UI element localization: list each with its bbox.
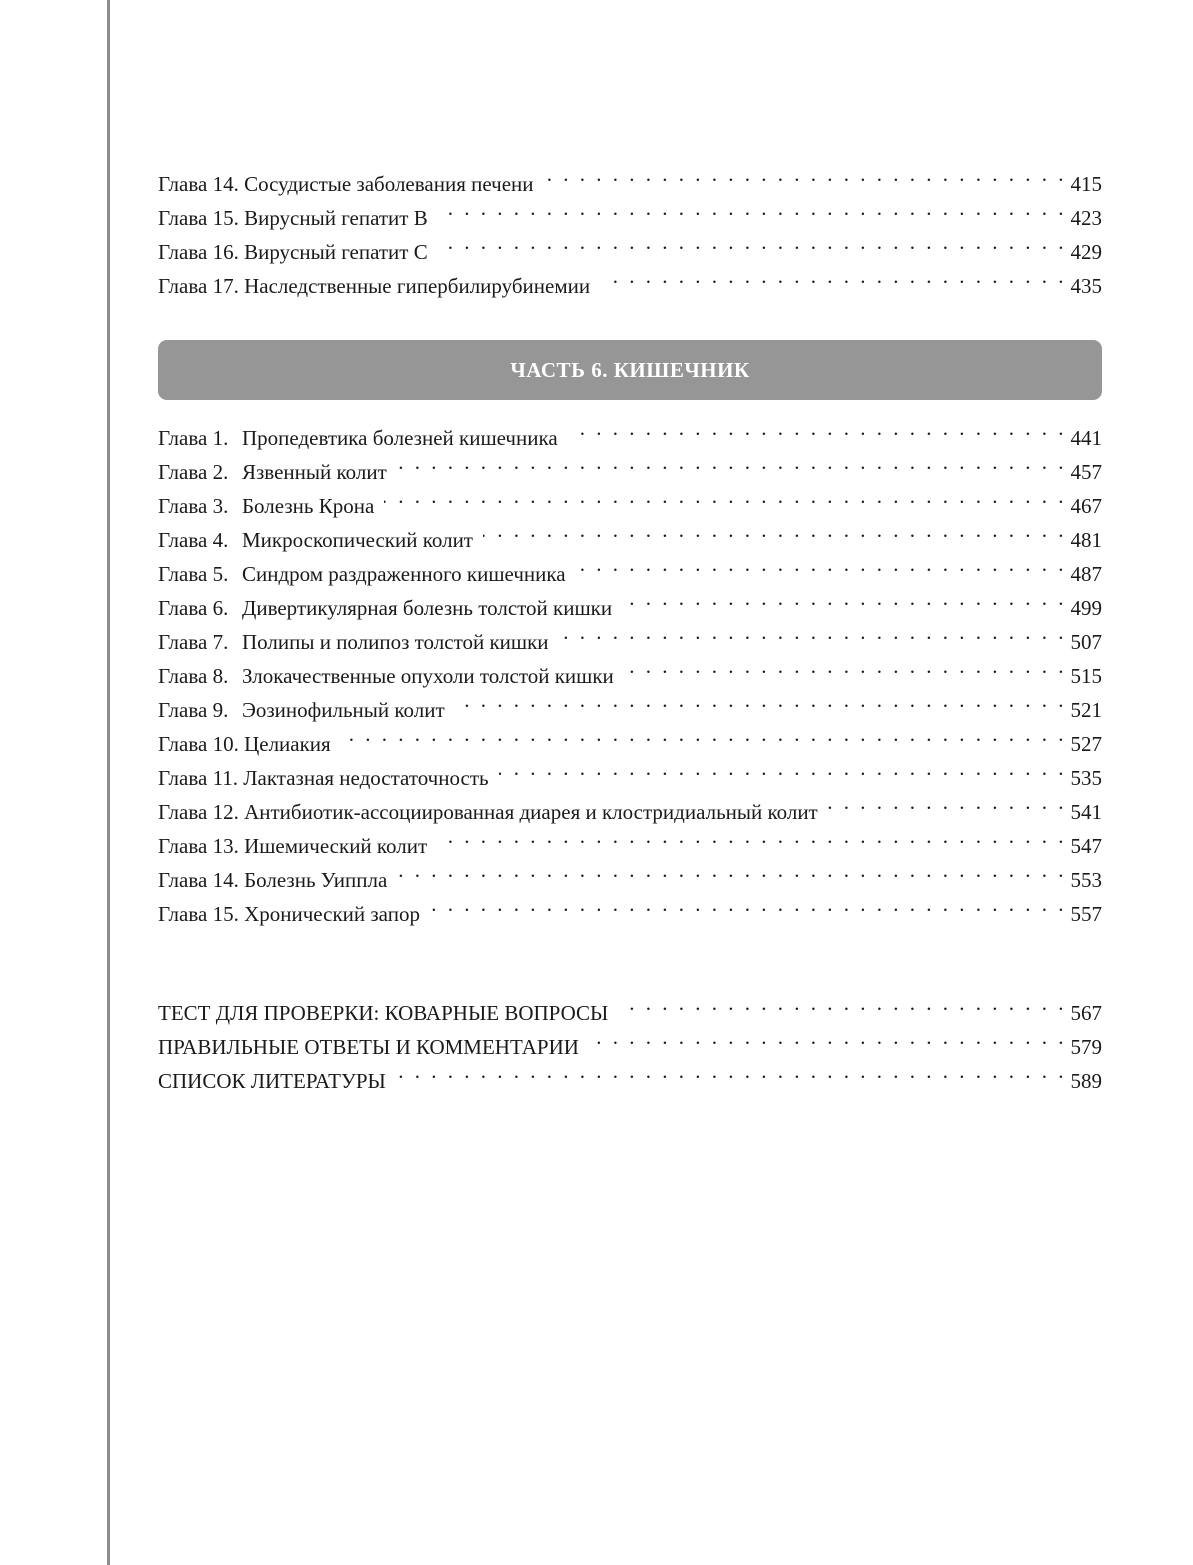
section-title: ПРАВИЛЬНЫЕ ОТВЕТЫ И КОММЕНТАРИИ — [158, 1035, 579, 1059]
chapter-number: Глава 9. — [158, 698, 229, 722]
page-number: 557 — [1070, 902, 1102, 926]
chapter-title: Наследственные гипербилирубинемии — [244, 274, 591, 298]
chapter-number: Глава 1. — [158, 426, 229, 450]
dot-leader — [437, 819, 1066, 853]
page-number: 541 — [1070, 800, 1102, 824]
chapter-title: Дивертикулярная болезнь толстой кишки — [242, 596, 613, 620]
chapter-number: Глава 3. — [158, 494, 229, 518]
dot-leader — [499, 751, 1067, 785]
chapter-title: Болезнь Уиппла — [244, 868, 388, 892]
chapter-title: Язвенный колит — [242, 460, 387, 484]
dot-leader — [430, 887, 1067, 921]
chapter-title: Хронический запор — [244, 902, 420, 926]
toc-entry[interactable] — [158, 986, 1102, 1025]
toc-entry[interactable] — [158, 157, 1102, 196]
chapter-title: Целиакия — [244, 732, 331, 756]
dot-leader — [384, 479, 1066, 513]
page-number: 423 — [1070, 206, 1102, 230]
page-number: 435 — [1070, 274, 1102, 298]
chapter-number: Глава 14. — [158, 868, 239, 892]
chapter-title: Сосудистые заболевания печени — [244, 172, 534, 196]
chapter-number: Глава 4. — [158, 528, 229, 552]
toc-group-appendix — [158, 986, 1102, 1093]
chapter-number: Глава 5. — [158, 562, 229, 586]
dot-leader — [622, 581, 1066, 615]
page-number: 553 — [1070, 868, 1102, 892]
chapter-number: Глава 15. — [158, 206, 239, 230]
dot-leader — [828, 785, 1067, 819]
chapter-title: Полипы и полипоз толстой кишки — [242, 630, 549, 654]
page-number: 467 — [1070, 494, 1102, 518]
section-title: СПИСОК ЛИТЕРАТУРЫ — [158, 1069, 386, 1093]
dot-leader — [341, 717, 1067, 751]
chapter-title: Синдром раздраженного кишечника — [242, 562, 566, 586]
dot-leader — [397, 445, 1067, 479]
chapter-number: Глава 8. — [158, 664, 229, 688]
dot-leader — [589, 1020, 1067, 1054]
dot-leader — [576, 547, 1067, 581]
page-number: 481 — [1070, 528, 1102, 552]
dot-leader — [624, 649, 1067, 683]
chapter-title: Микроскопический колит — [242, 528, 473, 552]
chapter-title: Лактазная недостаточность — [243, 766, 489, 790]
dot-leader — [559, 615, 1067, 649]
page-number: 579 — [1070, 1035, 1102, 1059]
dot-leader — [438, 225, 1067, 259]
chapter-number: Глава 6. — [158, 596, 229, 620]
dot-leader — [455, 683, 1067, 717]
page-number: 415 — [1070, 172, 1102, 196]
dot-leader — [618, 986, 1066, 1020]
section-title: ТЕСТ ДЛЯ ПРОВЕРКИ: КОВАРНЫЕ ВОПРОСЫ — [158, 1001, 609, 1025]
chapter-number: Глава 14. — [158, 172, 239, 196]
chapter-number: Глава 16. — [158, 240, 239, 264]
chapter-number: Глава 13. — [158, 834, 239, 858]
toc-entry[interactable] — [158, 411, 1102, 450]
page-number: 547 — [1070, 834, 1102, 858]
dot-leader — [396, 1054, 1067, 1088]
chapter-title: Пропедевтика болезней кишечника — [242, 426, 558, 450]
page-number: 507 — [1070, 630, 1102, 654]
chapter-number: Глава 2. — [158, 460, 229, 484]
page-spine-line — [107, 0, 110, 1565]
page-number: 441 — [1070, 426, 1102, 450]
chapter-number: Глава 7. — [158, 630, 229, 654]
dot-leader — [397, 853, 1066, 887]
toc-group-intestine — [158, 411, 1102, 926]
page-number: 535 — [1070, 766, 1102, 790]
dot-leader — [568, 411, 1067, 445]
page-number: 521 — [1070, 698, 1102, 722]
chapter-number: Глава 11. — [158, 766, 239, 790]
chapter-title: Антибиотик-ассоциированная диарея и клостридиальный колит — [244, 800, 818, 824]
chapter-title: Болезнь Крона — [242, 494, 375, 518]
chapter-title: Вирусный гепатит С — [244, 240, 428, 264]
page-number: 499 — [1070, 596, 1102, 620]
chapter-number: Глава 15. — [158, 902, 239, 926]
chapter-number: Глава 10. — [158, 732, 239, 756]
part-6-banner — [158, 340, 1102, 400]
page-number: 567 — [1070, 1001, 1102, 1025]
dot-leader — [438, 191, 1067, 225]
page-number: 457 — [1070, 460, 1102, 484]
page-number: 589 — [1070, 1069, 1102, 1093]
page-number: 527 — [1070, 732, 1102, 756]
dot-leader — [544, 157, 1067, 191]
chapter-title: Эозинофильный колит — [242, 698, 445, 722]
chapter-title: Вирусный гепатит В — [244, 206, 428, 230]
chapter-title: Злокачественные опухоли толстой кишки — [242, 664, 614, 688]
page-number: 429 — [1070, 240, 1102, 264]
dot-leader — [483, 513, 1067, 547]
page-number: 515 — [1070, 664, 1102, 688]
part-title: ЧАСТЬ 6. КИШЕЧНИК — [510, 357, 750, 382]
chapter-number: Глава 12. — [158, 800, 239, 824]
chapter-title: Ишемический колит — [244, 834, 428, 858]
dot-leader — [600, 259, 1066, 293]
toc-group-liver — [158, 157, 1102, 298]
page-number: 487 — [1070, 562, 1102, 586]
chapter-number: Глава 17. — [158, 274, 239, 298]
